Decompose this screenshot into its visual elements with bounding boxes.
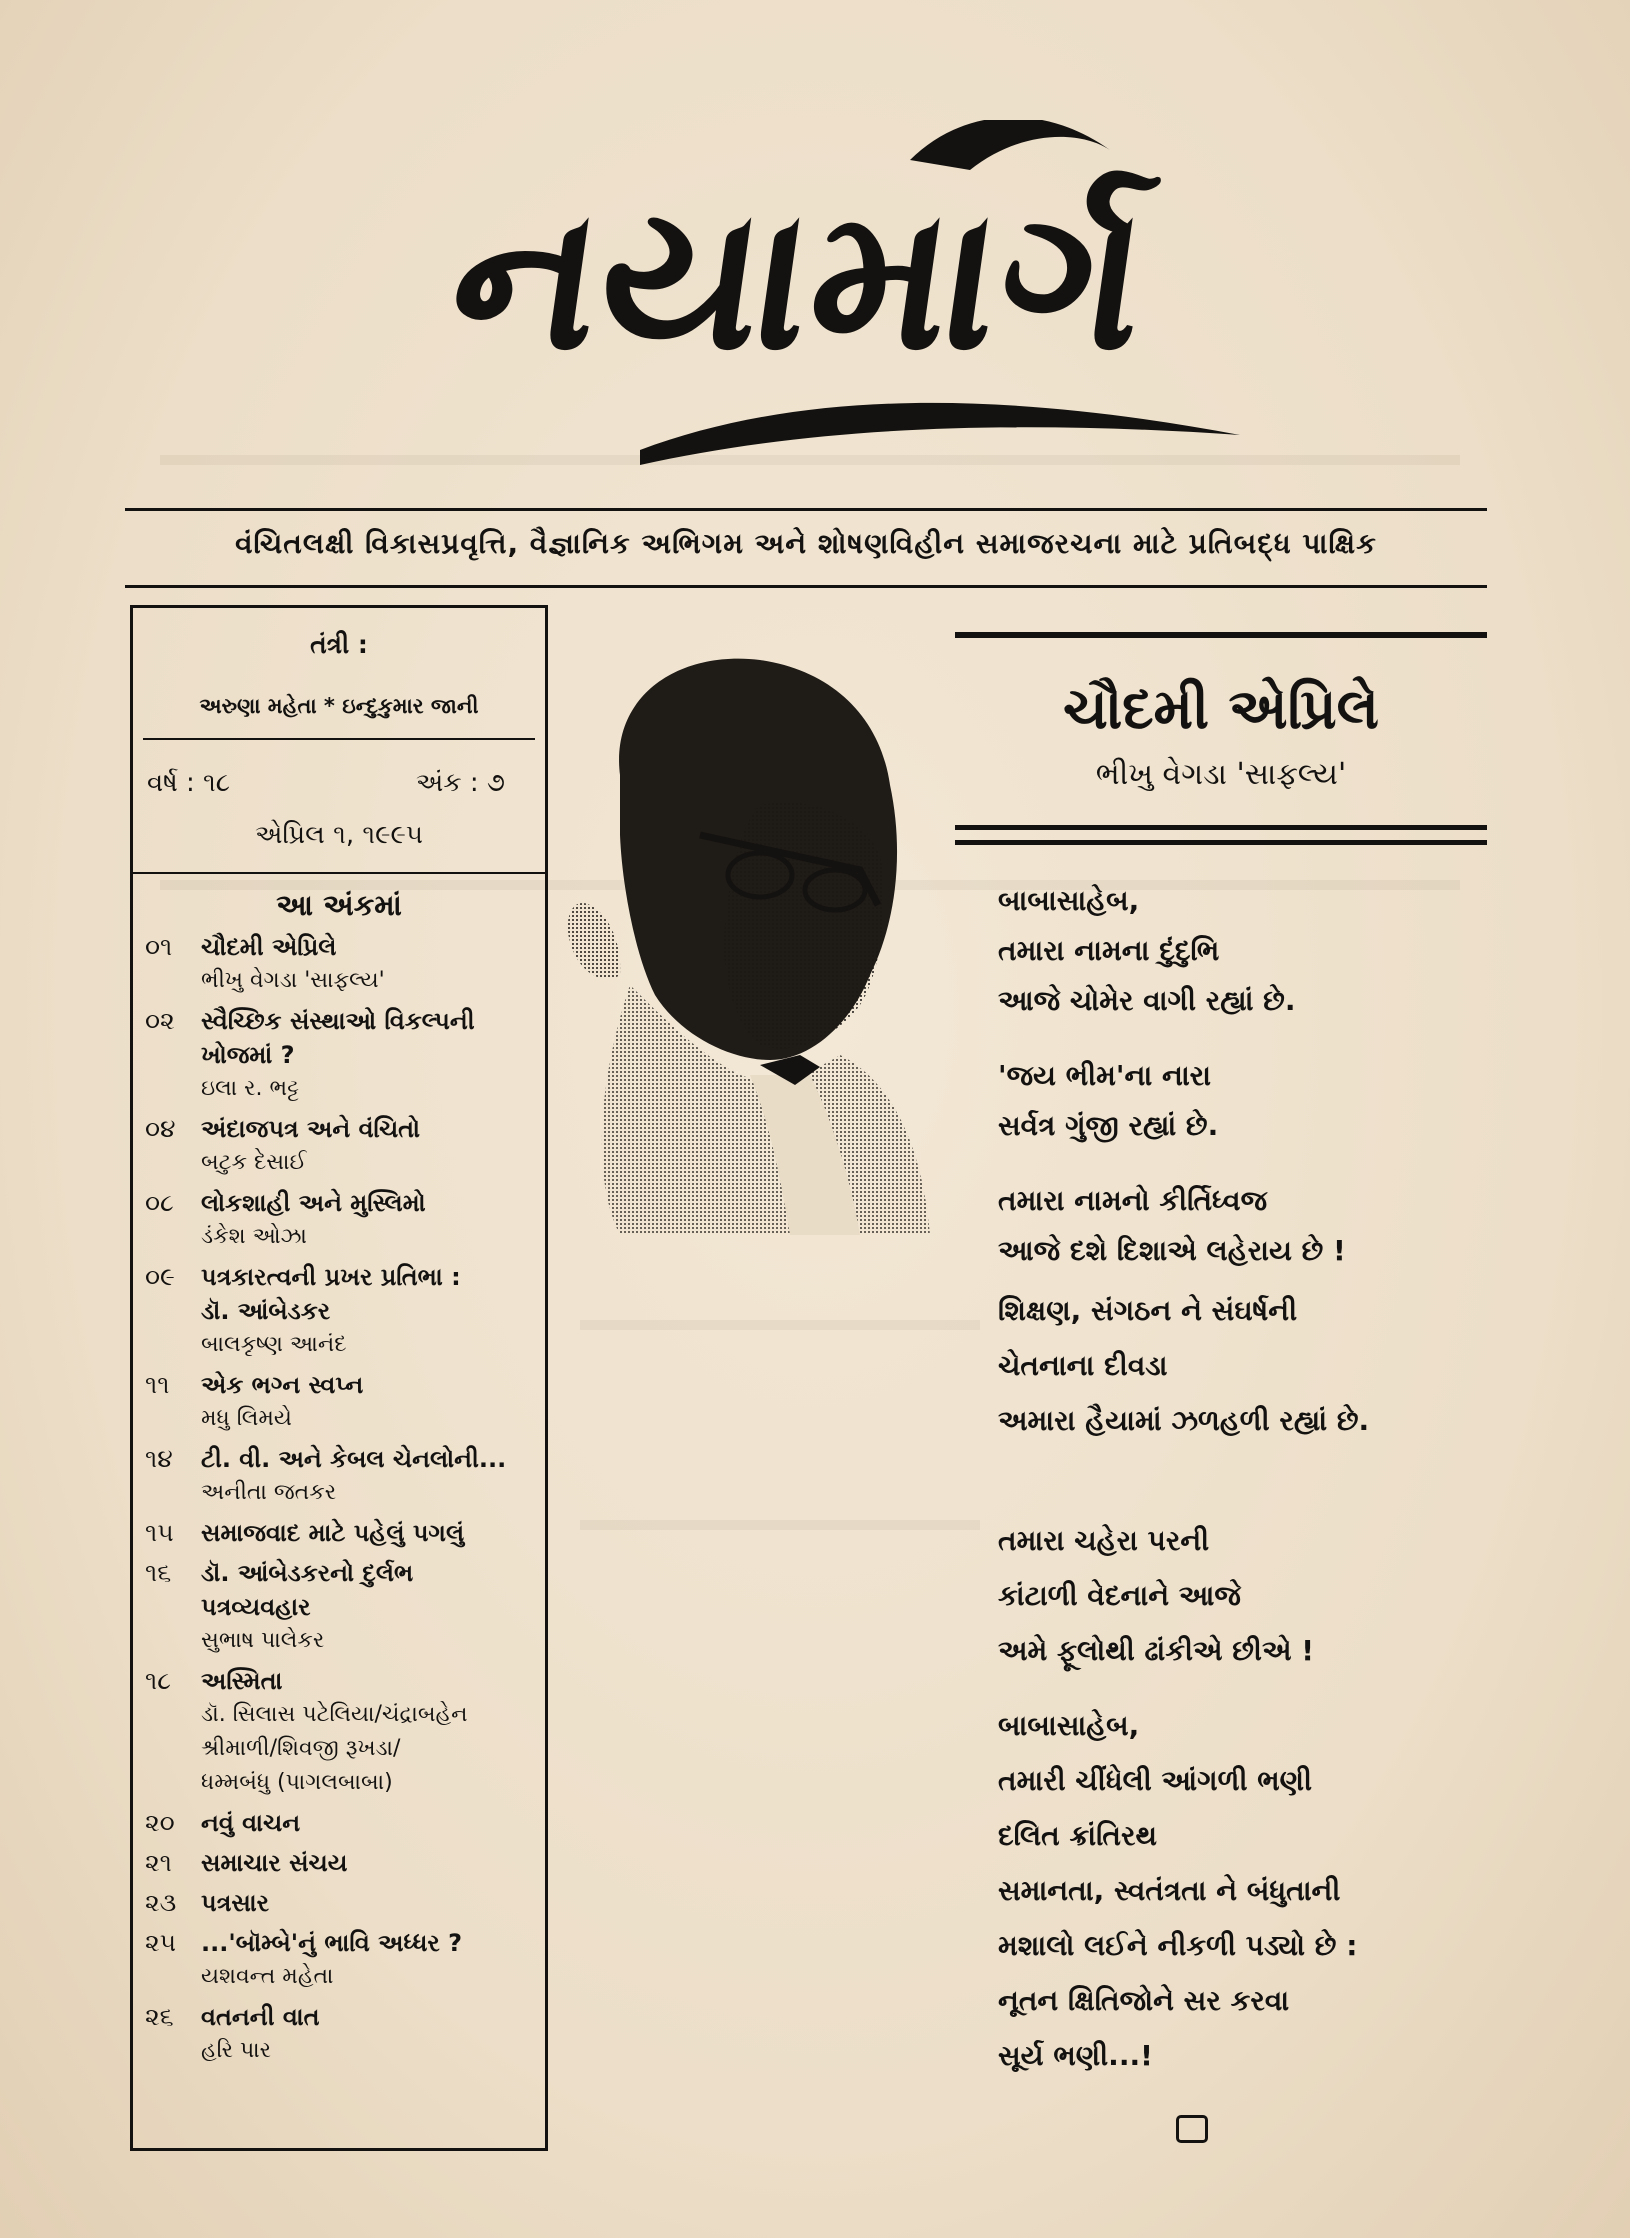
poem-line: તમારા નામના દુંદુભિ [998, 934, 1220, 967]
poem-line: અમારા હૈયામાં ઝળહળી રહ્યાં છે. [998, 1404, 1370, 1437]
toc-title: ...'બૉમ્બે'નું ભાવિ અધ્ધર ? [201, 1929, 463, 1957]
toc-title: ટી. વી. અને કેબલ ચેનલોની... [201, 1445, 507, 1473]
toc-author: ઇલા ર. ભટ્ટ [201, 1076, 300, 1101]
poem-line: આજે દશે દિશાએ લહેરાય છે ! [998, 1234, 1346, 1267]
toc-title: સમાચાર સંચય [201, 1849, 348, 1877]
contents-box [130, 605, 548, 2151]
toc-item [141, 1846, 541, 1880]
tagline-rule [125, 585, 1487, 588]
toc-item [141, 1260, 541, 1362]
toc-item [141, 1806, 541, 1840]
toc-author: ધમ્મબંધુ (પાગલબાબા) [201, 1770, 393, 1795]
poem-line: સમાનતા, સ્વતંત્રતા ને બંધુતાની [998, 1874, 1341, 1907]
divider [133, 872, 545, 874]
toc-page-number: ૨૫ [145, 1928, 177, 1957]
end-mark-icon [1176, 2115, 1208, 2143]
toc-title: પત્રકારત્વની પ્રખર પ્રતિભા : [201, 1263, 461, 1291]
toc-item [141, 2000, 541, 2068]
toc-title: પત્રસાર [201, 1889, 270, 1917]
toc-title: અંદાજપત્ર અને વંચિતો [201, 1115, 421, 1143]
toc-item [141, 1926, 541, 1994]
poem-line: દલિત ક્રાંતિરથ [998, 1819, 1157, 1852]
contents-heading: આ અંકમાં [276, 888, 402, 922]
toc-title: લોકશાહી અને મુસ્લિમો [201, 1189, 426, 1217]
toc-page-number: ૨૬ [145, 2002, 174, 2031]
portrait-illustration [560, 655, 940, 1235]
poem-line: બાબાસાહેબ, [998, 1709, 1140, 1742]
toc-page-number: ૨૩ [145, 1888, 177, 1917]
poem-line: 'જય ભીમ'ના નારા [998, 1059, 1212, 1092]
toc-title: ખોજમાં ? [201, 1041, 295, 1069]
toc-author: મધુ લિમયે [201, 1406, 292, 1431]
poem-line: ચેતનાના દીવડા [998, 1349, 1168, 1382]
masthead [320, 120, 1280, 480]
toc-author: હરિ પાર [201, 2038, 272, 2063]
toc-title: ડૉ. આંબેડકરનો દુર્લભ [201, 1559, 414, 1587]
toc-author: શ્રીમાળી/શિવજી રૂખડા/ [201, 1736, 401, 1761]
article-rule [955, 632, 1487, 638]
poem-line: મશાલો લઈને નીકળી પડ્યો છે : [998, 1929, 1358, 1962]
toc-title: પત્રવ્યવહાર [201, 1593, 311, 1621]
toc-author: ડૉ. સિલાસ પટેલિયા/ચંદ્રાબહેન [201, 1702, 468, 1727]
toc-item [141, 1516, 541, 1550]
article-author: ભીખુ વેગડા 'સાફલ્ય' [1095, 757, 1347, 792]
toc-page-number: ૧૧ [145, 1370, 170, 1399]
poem-line: નૂતન ક્ષિતિજોને સર કરવા [998, 1984, 1290, 2017]
toc-page-number: ૧૫ [145, 1518, 174, 1547]
toc-author: બટુક દેસાઈ [201, 1150, 307, 1175]
bleed-through [580, 1320, 980, 1330]
toc-page-number: ૦૯ [145, 1262, 175, 1291]
toc-author: અનીતા જતકર [201, 1480, 337, 1505]
toc-page-number: ૧૬ [145, 1558, 172, 1587]
toc-item [141, 1004, 541, 1106]
poem-line: તમારા નામનો કીર્તિધ્વજ [998, 1184, 1268, 1217]
toc-page-number: ૨૧ [145, 1848, 172, 1877]
masthead-title: નયામાર્ગ [437, 166, 1163, 394]
toc-author: ભીખુ વેગડા 'સાફલ્ય' [201, 968, 385, 993]
toc-author: સુભાષ પાલેકર [201, 1628, 325, 1653]
issue-number: અંક : ૭ [415, 768, 505, 798]
toc-item [141, 1186, 541, 1254]
toc-item [141, 1556, 541, 1658]
toc-title: વતનની વાત [201, 2003, 320, 2031]
bleed-through [580, 1520, 980, 1530]
toc-author: ડંકેશ ઓઝા [201, 1224, 307, 1249]
issue-date: એપ્રિલ ૧, ૧૯૯૫ [255, 820, 423, 850]
top-rule [125, 508, 1487, 511]
toc-page-number: ૦૪ [145, 1114, 176, 1143]
toc-title: સ્વૈચ્છિક સંસ્થાઓ વિકલ્પની [201, 1007, 475, 1035]
poem-line: કાંટાળી વેદનાને આજે [998, 1579, 1241, 1612]
toc-item [141, 930, 541, 998]
article-rule [955, 840, 1487, 845]
poem-line: શિક્ષણ, સંગઠન ને સંઘર્ષની [998, 1294, 1298, 1327]
poem-line: સર્વત્ર ગુંજી રહ્યાં છે. [998, 1109, 1219, 1142]
article-rule [955, 825, 1487, 830]
toc-item [141, 1442, 541, 1510]
poem-line: અમે ફૂલોથી ઢાંકીએ છીએ ! [998, 1634, 1314, 1667]
toc-page-number: ૦૨ [145, 1006, 175, 1035]
poem-line: તમારી ચીંધેલી આંગળી ભણી [998, 1764, 1313, 1797]
toc-page-number: ૨૦ [145, 1808, 175, 1837]
volume: વર્ષ : ૧૮ [147, 768, 231, 798]
editor-label: તંત્રી : [310, 630, 368, 659]
poem-line: આજે ચોમેર વાગી રહ્યાં છે. [998, 984, 1296, 1017]
toc-title: અસ્મિતા [201, 1667, 283, 1695]
article-title: ચૌદમી એપ્રિલે [1063, 677, 1379, 742]
poem-line: સૂર્ય ભણી...! [998, 2039, 1153, 2072]
toc-item [141, 1112, 541, 1180]
tagline: વંચિતલક્ષી વિકાસપ્રવૃત્તિ, વૈજ્ઞાનિક અભિગમ અને શોષણવિહીન સમાજરચના માટે પ્રતિબદ્ધ પાક્ષિક [235, 527, 1377, 560]
toc-title: નવું વાચન [201, 1809, 301, 1837]
toc-item [141, 1368, 541, 1436]
divider [143, 738, 535, 740]
toc-item [141, 1664, 541, 1800]
toc-page-number: ૦૧ [145, 932, 173, 961]
poem-line: બાબાસાહેબ, [998, 884, 1140, 917]
toc-author: બાલકૃષ્ણ આનંદ [201, 1332, 347, 1357]
poem-line: તમારા ચહેરા પરની [998, 1524, 1210, 1557]
toc-page-number: ૦૮ [145, 1188, 174, 1217]
toc-page-number: ૧૮ [145, 1666, 172, 1695]
toc-author: યશવન્ત મહેતા [201, 1964, 334, 1989]
toc-title: ચૌદમી એપ્રિલે [201, 933, 337, 961]
toc-title: એક ભગ્ન સ્વપ્ન [201, 1371, 364, 1399]
toc-item [141, 1886, 541, 1920]
toc-title: સમાજવાદ માટે પહેલું પગલું [201, 1519, 465, 1547]
toc-title: ડૉ. આંબેડકર [201, 1297, 331, 1325]
table-of-contents [141, 930, 541, 2068]
editors: અરુણા મહેતા * ઇન્દુકુમાર જાની [199, 694, 479, 718]
toc-page-number: ૧૪ [145, 1444, 173, 1473]
